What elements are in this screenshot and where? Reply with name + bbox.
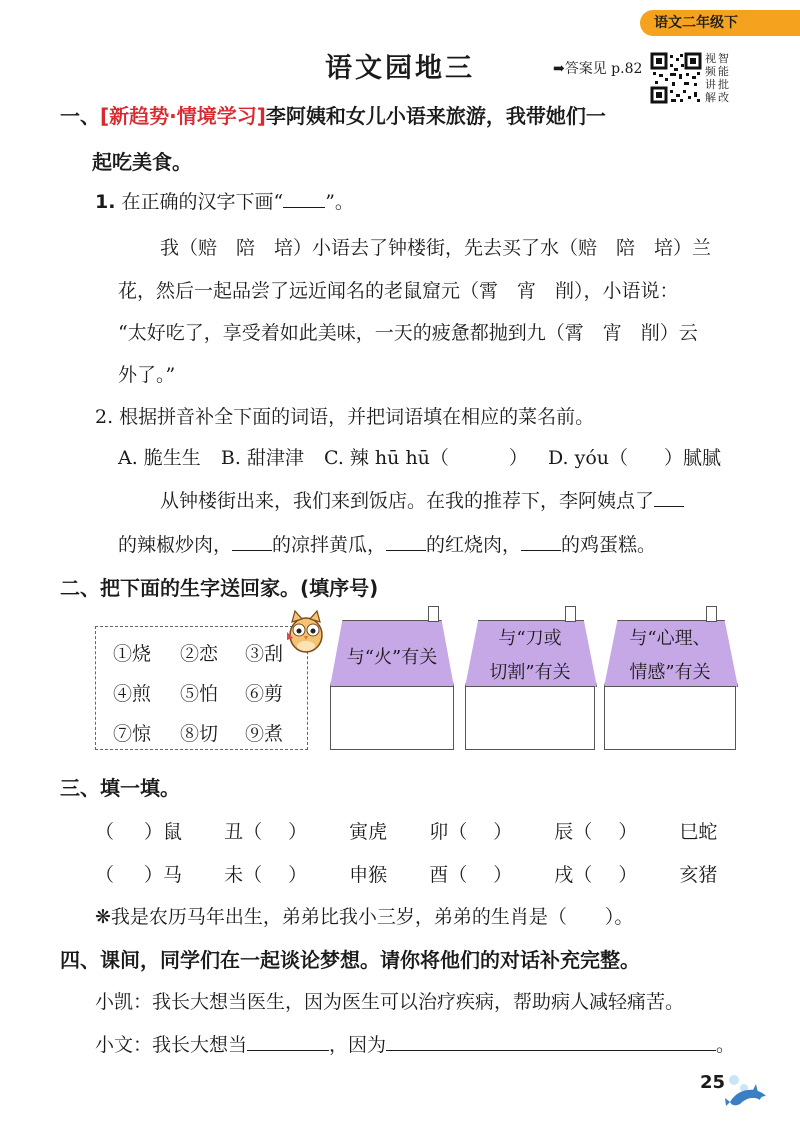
q1-passage-line-2: 花，然后一起品尝了远近闻名的老鼠窟元（霄 宵 削），小语说：	[118, 280, 679, 302]
grade-tab: 语文二年级下	[640, 10, 800, 36]
q2-passage-line-2: 的辣椒炒肉， 的凉拌黄瓜， 的红烧肉， 的鸡蛋糕。	[118, 534, 657, 556]
q1-passage-line-1: 我（赔 陪 培）小语去了钟楼街，先去买了水（赔 陪 培）兰	[160, 237, 712, 259]
char-item: ⑥剪	[245, 683, 284, 705]
char-item: ①烧	[113, 643, 152, 665]
char-item: ⑦惊	[113, 723, 152, 745]
house-2-answer-box[interactable]	[465, 686, 595, 750]
dialogue-xiaowen: 小文：我长大想当 ，因为 。	[95, 1034, 736, 1056]
q1-prompt: 1. 在正确的汉字下画“ ”。	[95, 191, 354, 213]
char-item: ⑧切	[180, 723, 219, 745]
char-item: ②恋	[180, 643, 219, 665]
page-title: 语文园地三	[325, 53, 475, 84]
section-3-heading: 三、填一填。	[60, 776, 180, 800]
q2-options: A. 脆生生 B. 甜津津 C. 辣 hū hū（ ） D. yóu（ ）腻腻	[118, 447, 722, 469]
section-2-heading: 二、把下面的生字送回家。(填序号)	[60, 576, 379, 600]
house-3-label-line-1: 与“心理、	[629, 628, 711, 649]
house-1-answer-box[interactable]	[330, 686, 454, 750]
owl-mascot-icon	[285, 608, 327, 654]
q2-passage-line-1: 从钟楼街出来，我们来到饭店。在我的推荐下，李阿姨点了	[160, 486, 684, 513]
zodiac-note: ❋我是农历马年出生，弟弟比我小三岁，弟弟的生肖是（ ）。	[95, 906, 634, 928]
zodiac-row-1: （ ）鼠 丑（ ） 寅虎 卯（ ） 辰（ ） 巳蛇	[95, 821, 718, 843]
page-number: 25	[700, 1072, 726, 1093]
house-1-chimney	[428, 606, 439, 622]
answer-reference: ➡答案见 p.82	[553, 61, 643, 77]
q2-prompt: 2. 根据拼音补全下面的词语，并把词语填在相应的菜名前。	[95, 406, 595, 428]
section-4-heading: 四、课间，同学们在一起谈论梦想。请你将他们的对话补充完整。	[60, 948, 640, 972]
q1-passage-line-3: “太好吃了，享受着如此美味，一天的疲惫都抛到九（霄 宵 削）云	[118, 322, 698, 344]
house-2-label-line-1: 与“刀或	[498, 628, 562, 649]
char-item: ⑨煮	[245, 723, 284, 745]
q1-passage-line-4: 外了。”	[118, 364, 176, 386]
section-1-intro-cont: 起吃美食。	[92, 150, 192, 174]
house-1-label: 与“火”有关	[346, 647, 438, 668]
trend-tag: [新趋势·情境学习]	[100, 104, 266, 128]
house-3-chimney	[706, 606, 717, 622]
dolphin-icon	[724, 1072, 772, 1112]
char-item: ⑤怕	[180, 683, 219, 705]
section-1-heading: 一、[新趋势·情境学习]李阿姨和女儿小语来旅游，我带她们一	[60, 104, 606, 128]
char-item: ③刮	[245, 643, 284, 665]
qr-caption: 视 智 频 能 讲 批 解 改	[705, 52, 729, 104]
zodiac-row-2: （ ）马 未（ ） 申猴 酉（ ） 戌（ ） 亥猪	[95, 864, 718, 886]
house-3-answer-box[interactable]	[604, 686, 736, 750]
qr-code-icon[interactable]	[650, 52, 702, 104]
char-item: ④煎	[113, 683, 152, 705]
dialogue-xiaokai: 小凯：我长大想当医生，因为医生可以治疗疾病，帮助病人减轻痛苦。	[95, 991, 685, 1013]
house-3-label-line-2: 情感”有关	[629, 662, 711, 683]
house-2-chimney	[565, 606, 576, 622]
house-2-label-line-2: 切割”有关	[489, 662, 571, 683]
